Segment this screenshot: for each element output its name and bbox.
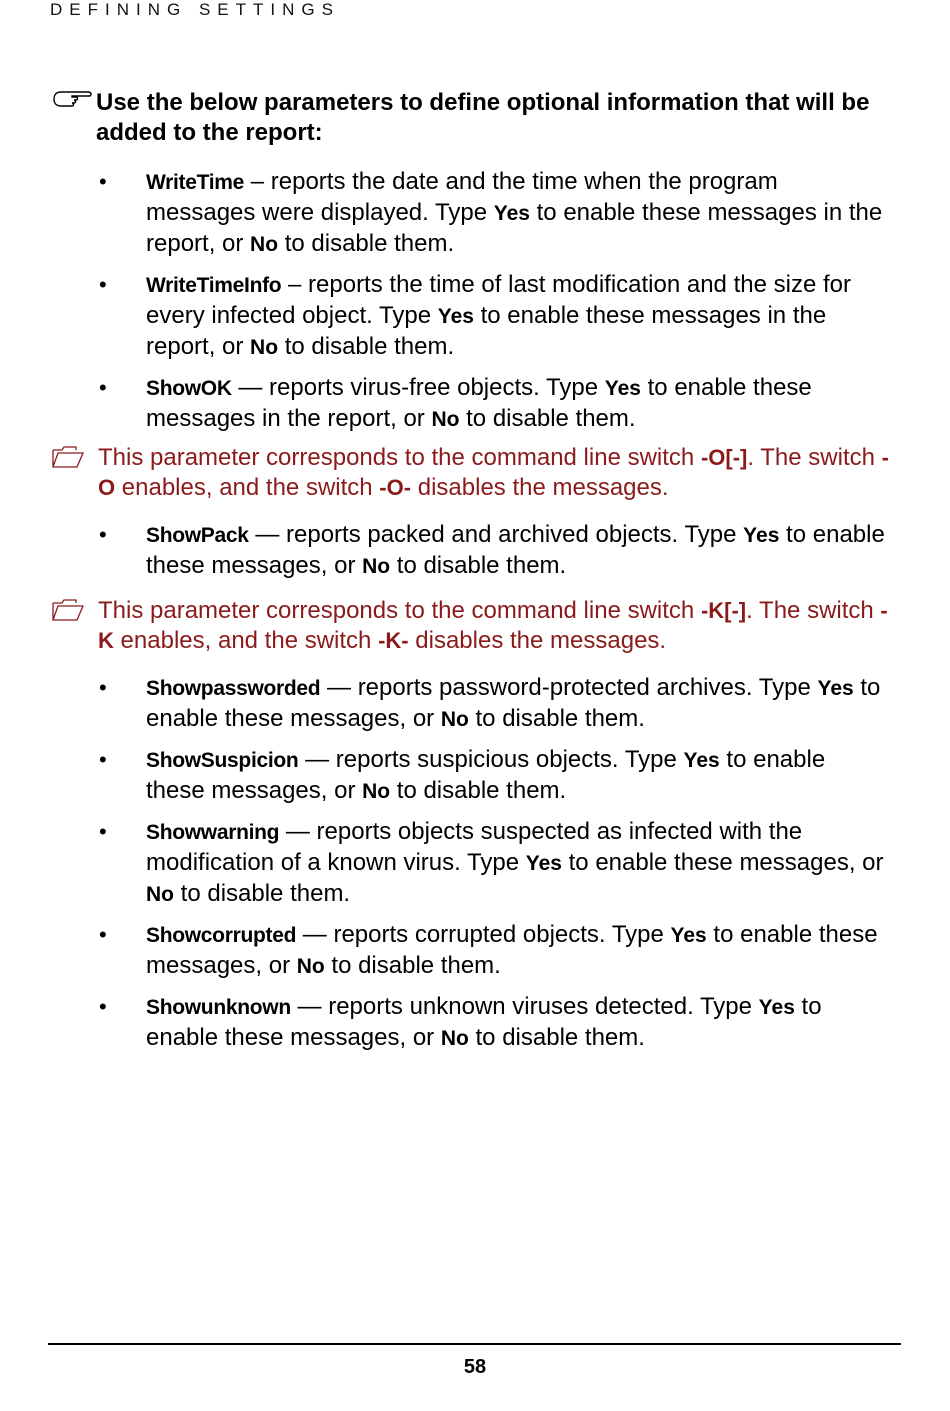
page-number: 58	[463, 1356, 487, 1378]
bullet: •	[99, 819, 107, 844]
description-text: to enable these messages, or	[561, 849, 884, 876]
param-name: WriteTimeInfo	[146, 274, 282, 297]
separator: –	[244, 168, 271, 195]
separator: –	[281, 271, 309, 298]
note-text	[98, 596, 892, 656]
note-text-part: This parameter corresponds to the command line switch	[98, 444, 701, 471]
no-keyword: No	[296, 955, 325, 978]
running-header: DEFINING SETTINGS	[50, 0, 340, 19]
description-text: to disable them.	[459, 405, 636, 432]
description-text: to enable these messages, or	[146, 746, 826, 804]
description-text: to disable them.	[390, 552, 567, 579]
parameter-list-3	[0, 673, 950, 1064]
bullet: •	[99, 169, 107, 194]
list-item-showcorrupted	[0, 920, 950, 982]
list-item-showpassworded	[0, 673, 950, 735]
description-text: to enable these messages in the report, or	[146, 199, 883, 257]
description-text: to disable them.	[468, 1024, 645, 1051]
bullet: •	[99, 747, 107, 772]
note-text-part: disables the messages.	[408, 627, 667, 654]
description-text: to enable these messages, or	[146, 921, 878, 979]
list-item-showok	[0, 373, 950, 435]
description-text: to enable these messages, or	[146, 993, 822, 1051]
list-item-showunknown	[0, 992, 950, 1054]
description-text: reports the time of last modification and the size for every infected object. Type	[146, 271, 851, 329]
description-text: reports the date and the time when the program messages were displayed. Type	[146, 168, 778, 226]
no-keyword: No	[250, 336, 279, 359]
description-text: to enable these messages, or	[146, 521, 885, 579]
description-text: reports suspicious objects. Type	[335, 746, 684, 773]
yes-keyword: Yes	[743, 524, 780, 547]
no-keyword: No	[362, 555, 391, 578]
list-item-showsuspicion	[0, 745, 950, 807]
yes-keyword: Yes	[817, 677, 854, 700]
no-keyword: No	[440, 1027, 469, 1050]
switch-code: -K-	[378, 628, 409, 653]
list-item-writetimeinfo	[0, 270, 950, 363]
description-text: to enable these messages, or	[146, 674, 881, 732]
note-block-o-switch	[52, 443, 892, 503]
note-text-part: This parameter corresponds to the command line switch	[98, 597, 701, 624]
bullet: •	[99, 375, 107, 400]
separator: —	[231, 374, 270, 401]
description-text: reports unknown viruses detected. Type	[328, 993, 759, 1020]
yes-keyword: Yes	[525, 852, 562, 875]
param-name: Showwarning	[146, 821, 280, 844]
param-name: Showpassworded	[146, 677, 321, 700]
note-text-part: disables the messages.	[411, 474, 669, 501]
parameter-list-1	[0, 167, 950, 445]
description-text: to disable them.	[324, 952, 501, 979]
no-keyword: No	[362, 780, 391, 803]
param-name: ShowPack	[146, 524, 249, 547]
parameter-list-2	[0, 520, 950, 592]
description-text: to disable them.	[390, 777, 567, 804]
separator: —	[298, 746, 336, 773]
bullet: •	[99, 522, 107, 547]
footer-divider	[48, 1343, 901, 1345]
switch-code: -K[-]	[700, 598, 747, 623]
switch-code: -K	[98, 598, 888, 653]
description-text: to disable them.	[278, 230, 455, 257]
description-text: to disable them.	[468, 705, 645, 732]
note-text-part: enables, and the switch	[115, 474, 380, 501]
note-text-part: enables, and the switch	[113, 627, 379, 654]
yes-keyword: Yes	[437, 305, 474, 328]
bullet: •	[99, 922, 107, 947]
description-text: to disable them.	[278, 333, 455, 360]
intro-block	[52, 85, 892, 148]
param-name: WriteTime	[146, 171, 245, 194]
yes-keyword: Yes	[604, 377, 641, 400]
separator: —	[320, 674, 358, 701]
separator: —	[279, 818, 317, 845]
intro-text: Use the below parameters to define optional information that will be added to the report:	[96, 89, 870, 146]
folder-note-icon	[52, 599, 84, 621]
list-item-showpack	[0, 520, 950, 582]
note-text	[98, 443, 892, 503]
note-text-part: . The switch	[747, 444, 882, 471]
bullet: •	[99, 994, 107, 1019]
yes-keyword: Yes	[683, 749, 720, 772]
switch-code: -O-	[379, 475, 412, 500]
description-text: reports corrupted objects. Type	[333, 921, 671, 948]
description-text: reports password-protected archives. Type	[357, 674, 818, 701]
param-name: ShowSuspicion	[146, 749, 299, 772]
folder-note-icon	[52, 446, 84, 468]
description-text: reports virus-free objects. Type	[269, 374, 605, 401]
bullet: •	[99, 675, 107, 700]
description-text: reports packed and archived objects. Type	[286, 521, 744, 548]
param-name: Showcorrupted	[146, 924, 297, 947]
note-text-part: . The switch	[746, 597, 881, 624]
switch-code: -O[-]	[700, 445, 748, 470]
list-item-showwarning	[0, 817, 950, 910]
description-text: to enable these messages in the report, or	[146, 374, 812, 432]
description-text: reports objects suspected as infected with the modification of a known virus. Type	[146, 818, 803, 876]
no-keyword: No	[431, 408, 460, 431]
separator: —	[296, 921, 334, 948]
yes-keyword: Yes	[670, 924, 707, 947]
param-name: ShowOK	[146, 377, 232, 400]
yes-keyword: Yes	[493, 202, 530, 225]
param-name: Showunknown	[146, 996, 291, 1019]
separator: —	[248, 521, 286, 548]
note-block-k-switch	[52, 596, 892, 656]
bullet: •	[99, 272, 107, 297]
description-text: to disable them.	[174, 880, 351, 907]
description-text: to enable these messages in the report, or	[146, 302, 827, 360]
list-item-writetime	[0, 167, 950, 260]
no-keyword: No	[146, 883, 174, 906]
no-keyword: No	[440, 708, 469, 731]
pointing-hand-icon	[52, 85, 94, 111]
yes-keyword: Yes	[758, 996, 795, 1019]
no-keyword: No	[250, 233, 279, 256]
separator: —	[290, 993, 329, 1020]
switch-code: -O	[98, 445, 889, 500]
